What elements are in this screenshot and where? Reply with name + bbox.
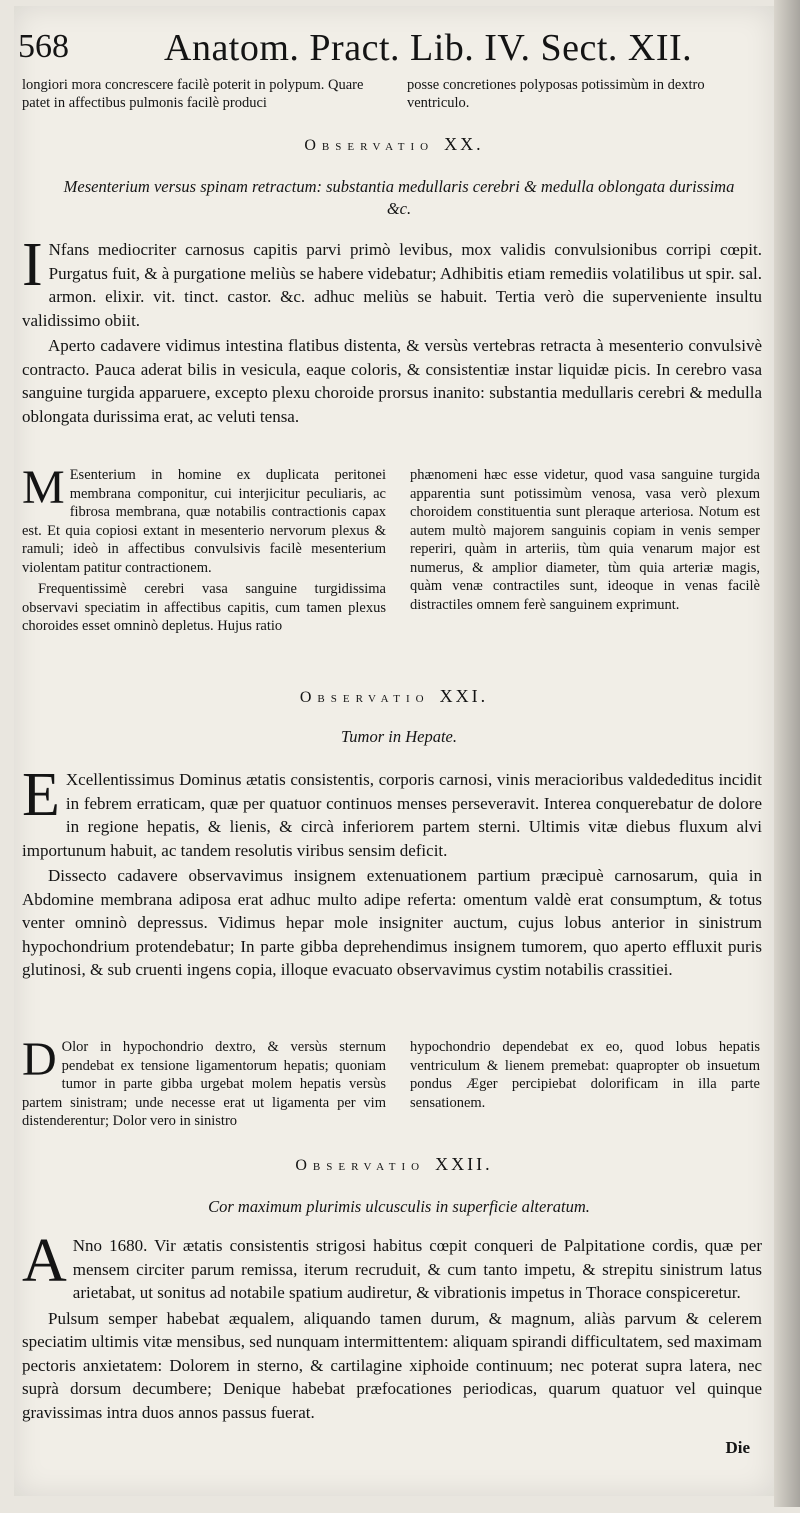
- commentary-right-column: [410, 466, 760, 617]
- observation-22-subtitle: Cor maximum plurimis ulcusculis in superficie alteratum.: [208, 1197, 590, 1216]
- observation-20-commentary: [22, 461, 762, 666]
- paragraph: [22, 1227, 762, 1305]
- commentary-right-column: [410, 1038, 760, 1115]
- drop-cap: D: [22, 1033, 57, 1086]
- observation-20-heading: [14, 134, 774, 155]
- observation-21-body: [22, 761, 762, 984]
- observation-22-heading: [14, 1154, 774, 1175]
- paragraph-text: Nno 1680. Vir ætatis consistentis strigosi habitus cœpit conqueri de Palpitatione cordis, quæ per mensem circiter parum remissa, iterum recruduit, & cum tanto impetu, & strepitu sinistrum latus arietabat, ut sonitus ad notabile spatium audiretur, & vibrationis impetus in Thorace conspiceretur.: [72, 1236, 762, 1302]
- paragraph: phænomeni hæc esse videtur, quod vasa sanguine turgida apparentia sunt potissimùm venosa, vasa verò plexum choroidem constituentia sunt pleraque arteriosa. Notum est autem multò majorem sanguinis copiam in venis semper reperiri, quàm in arteriis, tùm quia venarum major est numerus, & amplior diameter, tùm quia arteriæ magis, quàm venæ contractiles sunt, ideoque in venas facilè distractiles omnem ferè sanguinem exprimunt.: [410, 467, 760, 613]
- paragraph: [22, 231, 762, 332]
- paragraph: Pulsum semper habebat æqualem, aliquando tamen durum, & magnum, aliàs parvum & celerem speciatim ultimis vitæ mensibus, sed nunquam intermittentem: aliquam spirandi difficultatem, sed maximam pectoris anxietatem: Dolorem in sterno, & cartilagine xiphoide continuum; nec poterat supra latera, nec suprà dorsum decumbere; Denique habebat præfocationes periodicas, quarum quatuor vel quinque gravissimas intra duos annos passus fuerat.: [22, 1308, 762, 1422]
- paragraph-text: Olor in hypochondrio dextro, & versùs sternum pendebat ex tensione ligamentorum hepatis; quoniam tumor in parte gibba urgebat molem hepatis versùs partem sinistram; unde necesse erat ut ligamenta per vim distenderentur; Dolor vero in sinistro: [22, 1039, 386, 1129]
- observation-label: Observatio: [304, 137, 435, 154]
- paragraph-text: Nfans mediocriter carnosus capitis parvi primò levibus, mox validis convulsionibus corripi cœpit. Purgatus fuit, & à purgatione meliùs se habere videbatur; Adhibitis etiam remediis volatilibus ut spir. sal. armon. elixir. vit. tinct. castor. &c. adhuc meliùs se habuit. Tertia verò die superveniente insultu validissimo obiit.: [22, 240, 762, 330]
- page-header: [14, 24, 774, 74]
- observation-20-subtitle: Mesenterium versus spinam retractum: substantia medullaris cerebri & medulla oblongata durissima &c.: [63, 177, 735, 218]
- observation-number: XX.: [444, 134, 484, 154]
- paragraph: Dissecto cadavere observavimus insignem extenuationem partium præcipuè carnosarum, quia in Abdomine membrana adiposa erat adhuc multo adipe referta: omentum valdè erat consumptum, & totus venter omninò depressus. Vidimus hepar mole insigniter auctum, cujus lobus anterior in sinistrum hypochondrium protendebatur; In parte gibba deprehendimus insignem tumorem, quo aperto effluxit puris glutinosi, & sub cruenti ingens copia, illoque evacuato observavimus cystim notabilis crassitiei.: [22, 866, 762, 979]
- page-edge-shadow: [774, 0, 800, 1507]
- drop-cap: M: [22, 461, 65, 514]
- paragraph-text: Esenterium in homine ex duplicata peritonei membrana componitur, cui interjicitur peculiaris, ac fibrosa membrana, quæ notabilis contractionis capax est. Et quia copiosi extant in mesenterio nervorum plexus & ramuli; ideò in affectibus convulsivis facilè mesenterium violentam patitur contractionem.: [22, 467, 386, 576]
- drop-cap: A: [22, 1227, 67, 1295]
- paragraph: [22, 461, 386, 577]
- observation-label: Observatio: [299, 689, 430, 706]
- book-page: [14, 6, 774, 1496]
- paragraph: [22, 761, 762, 862]
- paragraph: [22, 1033, 386, 1131]
- paragraph: hypochondrio dependebat ex eo, quod lobus hepatis ventriculum & lienem premebat: quapropter ob insuetum pondus Æger percipiebat dolorificam in illa parte sensationem.: [410, 1039, 760, 1111]
- observation-21-commentary: [22, 1033, 762, 1148]
- observation-20-body: [22, 231, 762, 430]
- continuation-right: posse concretiones polyposas potissimùm in dextro ventriculo.: [407, 77, 705, 111]
- paragraph: Frequentissimè cerebri vasa sanguine turgidissima observavi speciatim in affectibus capitis, cum tamen plexus choroides esset omninò depletus. Hujus ratio: [22, 581, 386, 634]
- observation-22-body: [22, 1227, 762, 1426]
- observation-21-heading: [14, 686, 774, 707]
- catchword: Die: [725, 1438, 750, 1457]
- page-number: 568: [18, 28, 69, 65]
- paragraph-text: Xcellentissimus Dominus ætatis consistentis, corporis carnosi, vinis meracioribus valdededitus incidit in febrem erraticam, quæ per quatuor continuos menses perseveravit. Interea conquerebatur de dolore in regione hepatis, & lienis, & circà inferiorem partem sterni. Ultimis vitæ diebus fluxum alvi importunum habuit, ac tandem resolutis viribus sensim deficit.: [22, 770, 762, 860]
- commentary-left-column: [22, 1033, 386, 1134]
- observation-number: XXI.: [439, 686, 489, 706]
- running-head: Anatom. Pract. Lib. IV. Sect. XII.: [164, 27, 693, 69]
- drop-cap: E: [22, 761, 60, 829]
- drop-cap: I: [22, 231, 43, 299]
- observation-number: XXII.: [435, 1154, 493, 1174]
- continuation-left: longiori mora concrescere facilè poterit in polypum. Quare patet in affectibus pulmonis facilè produci: [22, 77, 364, 111]
- observation-label: Observatio: [295, 1157, 426, 1174]
- observation-21-subtitle: Tumor in Hepate.: [341, 727, 457, 746]
- commentary-left-column: [22, 461, 386, 639]
- paragraph: Aperto cadavere vidimus intestina flatibus distenta, & versùs vertebras retracta à mesenterio convulsivè contracto. Pauca aderat bilis in vesicula, eaque coloris, & consistentiæ instar liquidæ picis. In cerebro vasa sanguine turgida apparuere, excepto plexu choroide prorsus inanito: substantia medullaris cerebri & medulla oblongata durissima erat, ac veluti tensa.: [22, 336, 762, 426]
